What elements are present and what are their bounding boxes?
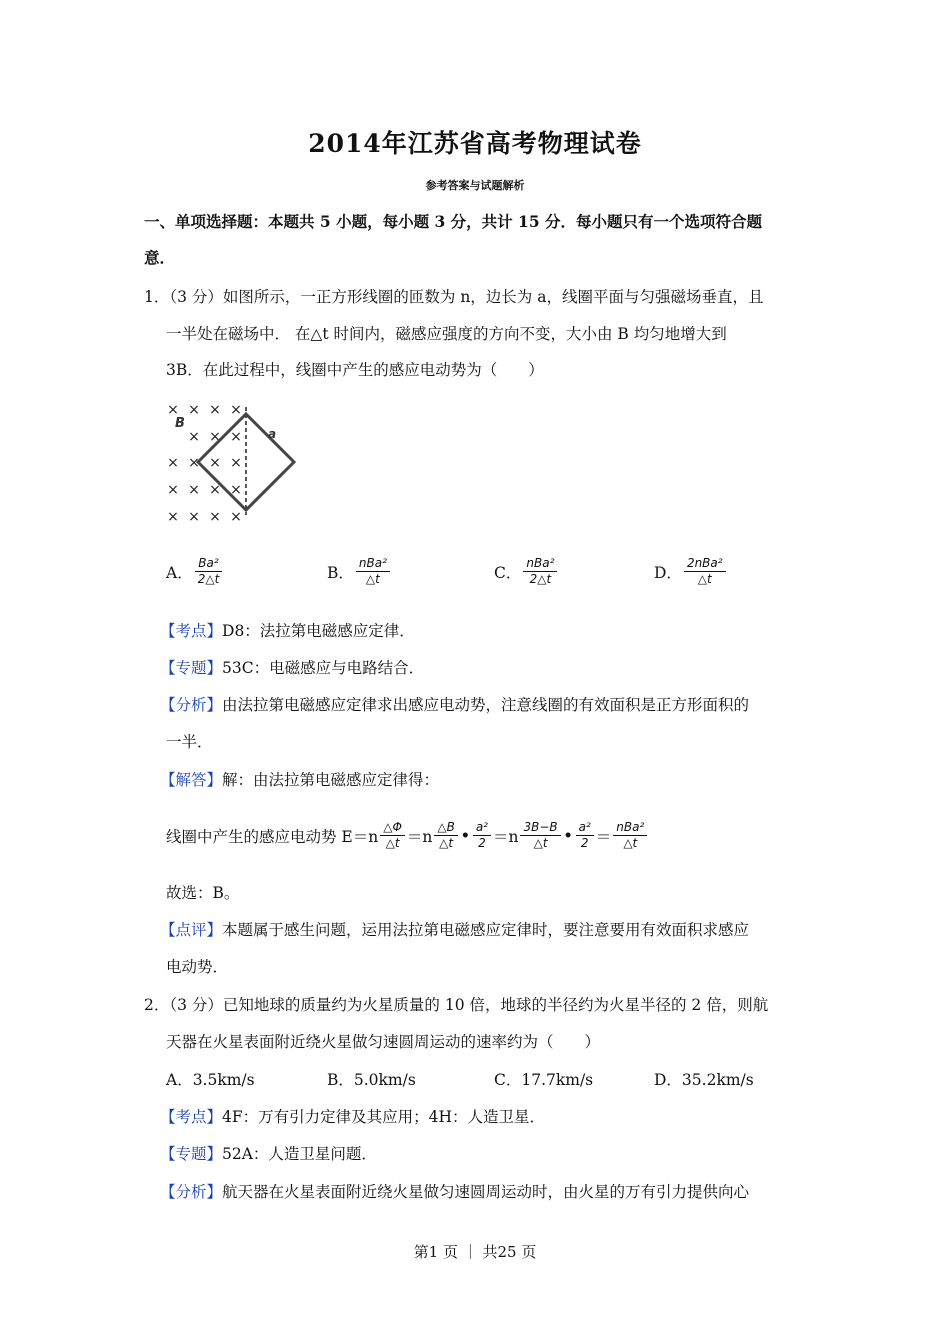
q1-option-a-den: 2△t [197,572,220,586]
formula-frac-4 [520,820,560,851]
field-cross-mark: × [188,402,200,418]
formula-dot-1: • [460,827,470,844]
field-cross-mark: × [209,429,221,445]
formula-frac-2 [434,820,457,851]
q2-option-a: A．3.5km/s [166,1071,255,1089]
q1-answer: 故选：B。 [166,884,240,902]
page-title: 2014年江苏省高考物理试卷 [308,129,642,158]
q1-option-c-fraction [523,556,557,587]
q1-option-c-den: 2△t [529,572,552,586]
field-cross-mark: × [209,482,221,498]
q2-kaodian [160,1106,545,1128]
q1-option-c [494,556,559,587]
formula-frac-4-num: 3B−B [520,820,560,836]
field-cross-mark: × [230,402,242,418]
q1-fenxi-text1: 由法拉第电磁感应定律求出感应电动势，注意线圈的有效面积是正方形面积的 [222,696,750,714]
q2-fenxi-text: 航天器在火星表面附近绕火星做匀速圆周运动时，由火星的万有引力提供向心 [222,1183,750,1201]
formula-frac-1 [380,820,405,851]
q2-option-d: D．35.2km/s [654,1071,754,1089]
q1-option-b-den: △t [365,572,380,586]
q1-jieda-text: 解：由法拉第电磁感应定律得： [222,771,440,789]
field-cross-mark: × [209,402,221,418]
formula-eq-n2: ＝n [493,827,519,846]
formula-frac-1-den: △t [385,836,400,850]
q1-option-b-letter: B． [327,563,354,582]
formula-frac-2-num: △B [434,820,457,836]
formula-eq-n1: ＝n [406,827,433,846]
page-subtitle: 参考答案与试题解析 [425,179,525,192]
q1-option-c-num: nBa² [523,556,557,572]
q1-formula [166,820,649,851]
q1-option-b-num: nBa² [356,556,390,572]
q1-dianping [160,919,749,941]
formula-frac-6-den: △t [623,836,638,850]
field-cross-mark: × [167,482,179,498]
section-heading-line1: 一、单项选择题：本题共 5 小题，每小题 3 分，共计 15 分．每小题只有一个选项符合题 [144,212,763,231]
formula-dot-2: • [563,827,573,844]
page-footer: 第1 页 ｜ 共25 页 [413,1243,537,1261]
field-cross-mark: × [230,429,242,445]
formula-frac-4-den: △t [533,836,548,850]
q1-fenxi-line2: 一半． [166,733,213,751]
q1-jieda [160,769,439,791]
formula-frac-5-num: a² [576,820,594,836]
q1-dianping-text1: 本题属于感生问题，运用法拉第电磁感应定律时，要注意要用有效面积求感应 [222,921,750,939]
section-heading-line2: 意． [144,248,176,267]
field-cross-mark: × [230,482,242,498]
field-cross-mark: × [188,482,200,498]
label-B: B [175,416,185,431]
q1-dianping-tag: 【点评】 [160,921,223,939]
field-cross-mark: × [230,455,242,471]
field-cross-mark: × [188,509,200,525]
formula-frac-1-num: △Φ [380,820,405,836]
q1-zhuanti-text: 53C：电磁感应与电路结合． [222,659,425,677]
field-cross-mark: × [188,429,200,445]
q2-kaodian-tag: 【考点】 [160,1108,223,1126]
q1-stem-line3: 3B．在此过程中，线圈中产生的感应电动势为（ ） [166,361,544,379]
q2-fenxi-tag: 【分析】 [160,1183,223,1201]
q1-option-a-num: Ba² [195,556,221,572]
q1-stem-line1: 1．（3 分）如图所示，一正方形线圈的匝数为 n，边长为 a，线圈平面与匀强磁场垂直，且 [144,288,764,306]
q1-option-b [327,556,392,587]
q2-zhuanti-text: 52A：人造卫星问题． [222,1145,377,1163]
q1-fenxi [160,694,749,716]
q2-option-b: B．5.0km/s [327,1071,416,1089]
q2-stem-line1: 2．（3 分）已知地球的质量约为火星质量的 10 倍，地球的半径约为火星半径的 2 倍，则航 [144,996,769,1014]
label-a: a [268,427,277,441]
formula-frac-5 [576,820,594,851]
q1-option-a-letter: A． [166,563,193,582]
q1-option-c-letter: C． [494,563,522,582]
q2-fenxi [160,1181,749,1203]
q1-option-d-fraction [684,556,726,587]
q1-jieda-tag: 【解答】 [160,771,223,789]
q1-kaodian-text: D8：法拉第电磁感应定律． [222,622,415,640]
formula-frac-2-den: △t [439,836,454,850]
q2-zhuanti [160,1143,377,1165]
q1-option-d [654,556,728,587]
formula-frac-3 [473,820,491,851]
field-cross-mark: × [230,509,242,525]
formula-frac-6-num: nBa² [613,820,647,836]
field-cross-mark: × [167,402,179,418]
q1-option-a [166,556,224,587]
q1-magnetic-field-figure [160,395,305,530]
formula-frac-6 [613,820,647,851]
formula-prefix: 线圈中产生的感应电动势 E＝n [166,827,379,846]
q1-option-a-fraction [195,556,223,587]
q1-option-b-fraction [356,556,390,587]
formula-frac-3-den: 2 [478,836,486,850]
field-cross-mark: × [209,455,221,471]
q1-dianping-line2: 电动势． [166,958,229,976]
q1-option-d-num: 2nBa² [684,556,726,572]
q2-option-c: C．17.7km/s [494,1071,594,1089]
q1-kaodian [160,620,415,642]
field-cross-mark: × [167,509,179,525]
formula-frac-5-den: 2 [580,836,589,850]
q1-zhuanti-tag: 【专题】 [160,659,223,677]
q1-fenxi-tag: 【分析】 [160,696,223,714]
q2-stem-line2: 天器在火星表面附近绕火星做匀速圆周运动的速率约为（ ） [166,1033,601,1051]
formula-eq: ＝ [595,827,612,846]
q1-zhuanti [160,657,424,679]
q2-kaodian-text: 4F：万有引力定律及其应用；4H：人造卫星． [222,1108,546,1126]
field-cross-mark: × [188,455,200,471]
q2-zhuanti-tag: 【专题】 [160,1145,223,1163]
field-cross-mark: × [209,509,221,525]
q1-option-d-den: △t [697,572,712,586]
formula-frac-3-num: a² [473,820,491,836]
q1-kaodian-tag: 【考点】 [160,622,223,640]
q1-stem-line2: 一半处在磁场中． 在△t 时间内，磁感应强度的方向不变，大小由 B 均匀地增大到 [166,325,727,343]
q1-option-d-letter: D． [654,563,682,582]
field-cross-mark: × [167,455,179,471]
